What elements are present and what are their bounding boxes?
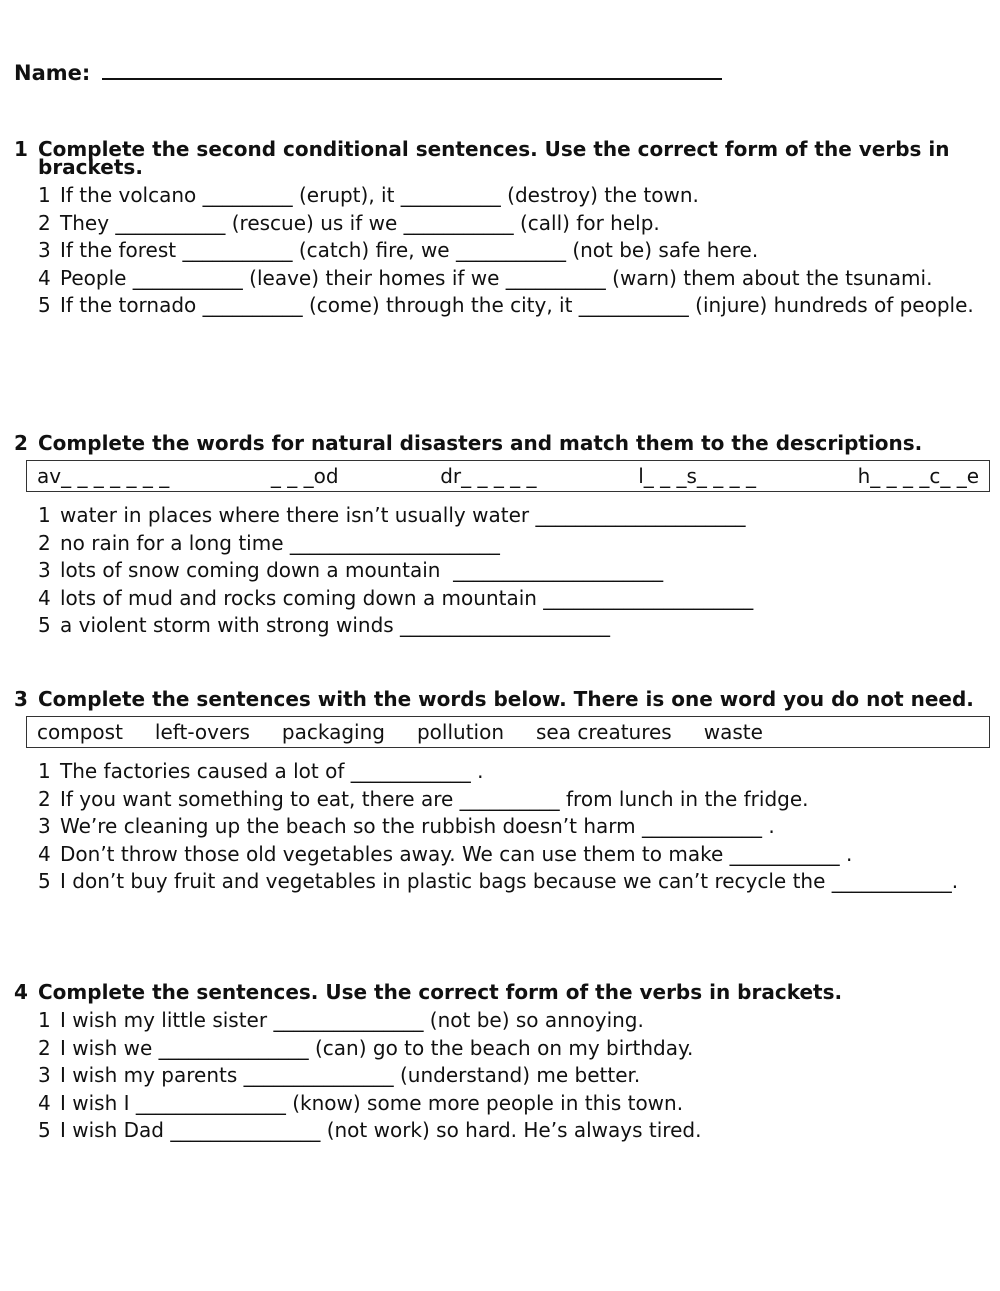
section-number: 1 [14,137,28,161]
section-number: 2 [14,431,28,455]
exercise-item: 4 lots of mud and rocks coming down a mountain _____________________ [38,585,990,613]
exercise-item: 1 I wish my little sister _______________ (not be) so annoying. [38,1007,990,1035]
name-row [14,58,722,85]
exercise-text[interactable]: I wish my little sister _______________ (not be) so annoying. [60,1008,644,1032]
exercise-item: 2 If you want something to eat, there are __________ from lunch in the fridge. [38,786,990,814]
section-instruction: Complete the sentences. Use the correct form of the verbs in brackets. [38,980,843,1004]
exercise-text[interactable]: I wish I _______________ (know) some more people in this town. [60,1090,684,1115]
word-box-item: left-overs [154,720,250,744]
exercise-item: 5 a violent storm with strong winds _____________________ [38,612,990,640]
exercise-item: 1 The factories caused a lot of ____________ . [38,758,990,786]
section-3-heading [14,687,990,711]
exercise-text[interactable]: I wish we _______________ (can) go to the beach on my birthday. [60,1035,694,1060]
exercise-item: 4 I wish I _______________ (know) some more people in this town. [38,1090,990,1118]
word-box [26,460,990,492]
exercise-item: 2 They ___________ (rescue) us if we ___________ (call) for help. [38,210,990,238]
exercise-item: 2 no rain for a long time _____________________ [38,530,990,558]
exercise-text[interactable]: People ___________ (leave) their homes if we __________ (warn) them about the tsunami. [60,265,933,290]
exercise-text[interactable]: I wish my parents _______________ (understand) me better. [60,1063,641,1087]
exercise-text[interactable]: We’re cleaning up the beach so the rubbish doesn’t harm ____________ . [60,814,775,838]
exercise-item: 2 I wish we _______________ (can) go to the beach on my birthday. [38,1035,990,1063]
section-2 [14,431,990,640]
exercise-text[interactable]: lots of mud and rocks coming down a mountain _____________________ [60,585,754,610]
section-2-heading [14,431,990,455]
section-4-heading [14,980,990,1004]
exercise-item: 3 If the forest ___________ (catch) fire, we ___________ (not be) safe here. [38,237,990,265]
exercise-text[interactable]: Don’t throw those old vegetables away. We can use them to make ___________ . [60,841,853,866]
exercise-text[interactable]: They ___________ (rescue) us if we ___________ (call) for help. [60,210,660,235]
exercise-text[interactable]: I wish Dad _______________ (not work) so hard. He’s always tired. [60,1118,702,1142]
section-instruction: Complete the words for natural disasters and match them to the descriptions. [38,431,923,455]
exercise-item: 1 water in places where there isn’t usually water _____________________ [38,502,990,530]
exercise-item: 5 If the tornado __________ (come) through the city, it ___________ (injure) hundreds of people. [38,292,990,320]
word-box-item: h_ _ _ _c_ _e [857,464,979,488]
exercise-item: 5 I don’t buy fruit and vegetables in plastic bags because we can’t recycle the ____________. [38,868,990,896]
exercise-item: 3 lots of snow coming down a mountain _____________________ [38,557,990,585]
exercise-text[interactable]: The factories caused a lot of ____________ . [60,759,484,783]
word-box-item: av_ _ _ _ _ _ _ [37,464,170,488]
exercise-text[interactable]: water in places where there isn’t usually water _____________________ [60,503,746,527]
section-number: 4 [14,980,28,1004]
section-3 [14,687,990,896]
word-box-item: dr_ _ _ _ _ [440,464,537,488]
exercise-text[interactable]: a violent storm with strong winds _____________________ [60,613,611,637]
word-box-item: _ _ _od [270,464,339,488]
section-1 [14,137,990,320]
exercise-list [38,758,990,896]
exercise-text[interactable]: lots of snow coming down a mountain _____________________ [60,558,664,582]
exercise-item: 4 Don’t throw those old vegetables away. We can use them to make ___________ . [38,841,990,869]
exercise-text[interactable]: If the volcano _________ (erupt), it __________ (destroy) the town. [60,183,699,207]
exercise-text[interactable]: no rain for a long time _____________________ [60,530,500,555]
exercise-item: 3 I wish my parents _______________ (understand) me better. [38,1062,990,1090]
name-label: Name: [14,61,91,85]
exercise-text[interactable]: If the forest ___________ (catch) fire, we ___________ (not be) safe here. [60,238,759,262]
exercise-text[interactable]: If you want something to eat, there are __________ from lunch in the fridge. [60,786,809,811]
exercise-list [38,182,990,320]
word-box-item: sea creatures [536,720,672,744]
exercise-list [38,502,990,640]
exercise-list [38,1007,990,1145]
word-box-item: packaging [281,720,385,744]
exercise-text[interactable]: I don’t buy fruit and vegetables in plastic bags because we can’t recycle the ____________. [60,869,959,893]
word-box-item: l_ _ _s_ _ _ _ [638,464,756,488]
word-box-item: compost [37,720,123,744]
exercise-item: 1 If the volcano _________ (erupt), it __________ (destroy) the town. [38,182,990,210]
exercise-text[interactable]: If the tornado __________ (come) through the city, it ___________ (injure) hundreds of people. [60,293,974,317]
section-number: 3 [14,687,28,711]
section-1-heading [14,137,990,179]
name-blank-line[interactable] [102,58,722,80]
exercise-item: 5 I wish Dad _______________ (not work) so hard. He’s always tired. [38,1117,990,1145]
word-box [26,716,990,748]
section-instruction: Complete the sentences with the words below. There is one word you do not need. [38,687,974,711]
section-4 [14,980,990,1145]
word-box-item: pollution [416,720,505,744]
exercise-item: 4 People ___________ (leave) their homes if we __________ (warn) them about the tsunami. [38,265,990,293]
word-box-item: waste [703,720,763,744]
section-instruction: Complete the second conditional sentences. Use the correct form of the verbs in brackets. [38,137,950,179]
exercise-item: 3 We’re cleaning up the beach so the rubbish doesn’t harm ____________ . [38,813,990,841]
